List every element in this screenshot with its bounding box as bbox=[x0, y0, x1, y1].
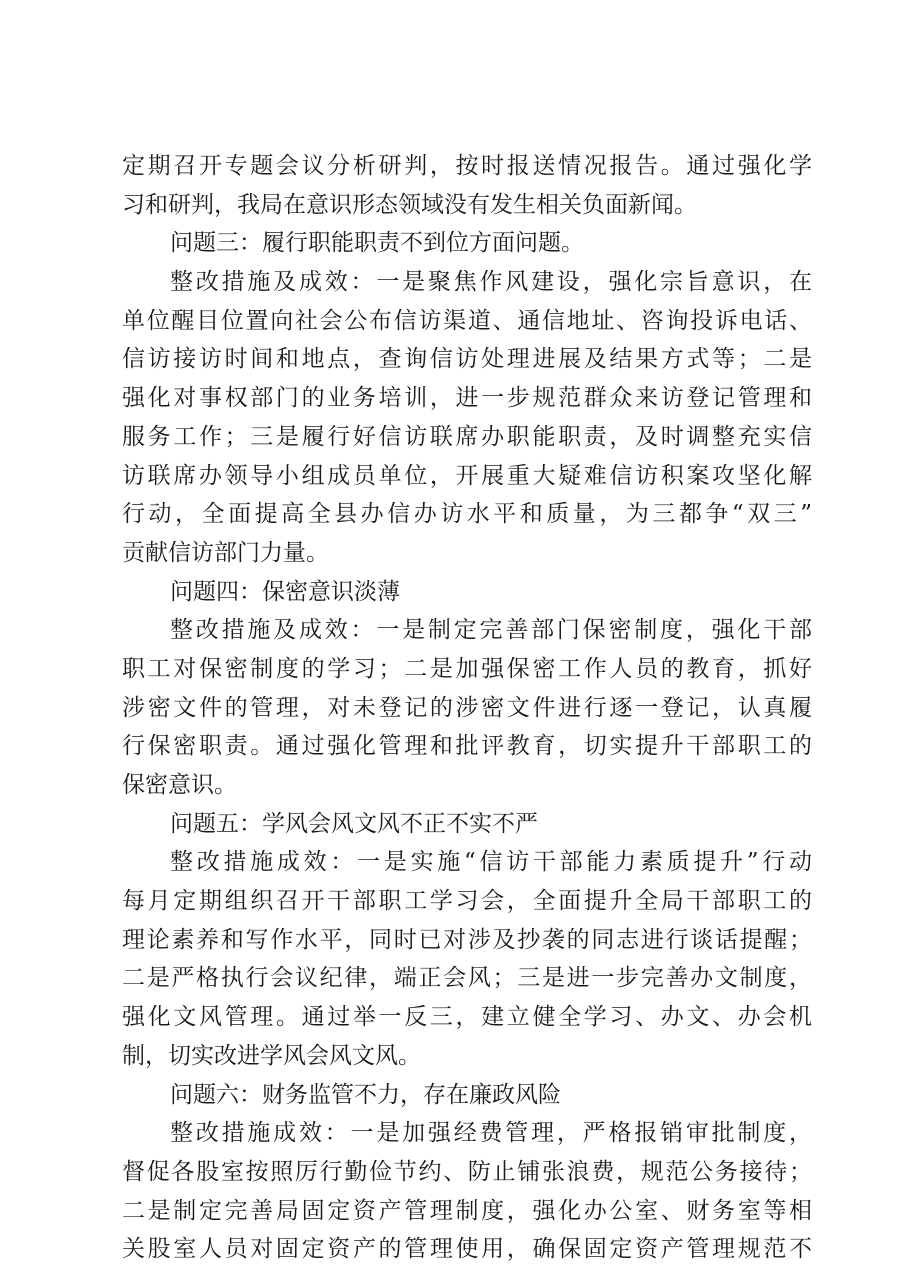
paragraph-first-line: 问题五：学风会风文风不正不实不严 bbox=[170, 810, 538, 837]
text-line: 保密意识。 bbox=[122, 772, 237, 798]
paragraph-first-line: 整改措施及成效：一是聚焦作风建设，强化宗旨意识，在 bbox=[170, 269, 812, 296]
text-line: 二是制定完善局固定资产管理制度，强化办公室、财务室等相 bbox=[122, 1197, 812, 1224]
text-line: 行动，全面提高全县办信办访水平和质量，为三都争“双三” bbox=[122, 501, 812, 528]
text-line: 定期召开专题会议分析研判，按时报送情况报告。通过强化学 bbox=[122, 153, 812, 179]
text-line: 贡献信访部门力量。 bbox=[122, 539, 329, 566]
text-line: 理论素养和写作水平，同时已对涉及抄袭的同志进行谈话提醒； bbox=[122, 926, 812, 953]
text-line: 访联席办领导小组成员单位，开展重大疑难信访积案攻坚化解 bbox=[122, 462, 812, 489]
paragraph-first-line: 问题四：保密意识淡薄 bbox=[170, 578, 400, 605]
text-line: 关股室人员对固定资产的管理使用，确保固定资产管理规范不 bbox=[122, 1236, 812, 1263]
text-line: 强化文风管理。通过举一反三，建立健全学习、办文、办会机 bbox=[122, 1004, 812, 1031]
text-line: 涉密文件的管理，对未登记的涉密文件进行逐一登记，认真履 bbox=[122, 694, 812, 721]
text-line: 行保密职责。通过强化管理和批评教育，切实提升干部职工的 bbox=[122, 733, 812, 760]
paragraph-first-line: 问题三：履行职能职责不到位方面问题。 bbox=[170, 230, 584, 257]
text-line: 制，切实改进学风会风文风。 bbox=[122, 1042, 421, 1069]
text-line: 职工对保密制度的学习；二是加强保密工作人员的教育，抓好 bbox=[122, 655, 812, 682]
paragraph-first-line: 整改措施成效：一是加强经费管理，严格报销审批制度， bbox=[170, 1120, 812, 1147]
text-line: 强化对事权部门的业务培训，进一步规范群众来访登记管理和 bbox=[122, 385, 812, 412]
paragraph-first-line: 整改措施及成效：一是制定完善部门保密制度，强化干部 bbox=[170, 617, 812, 644]
text-line: 二是严格执行会议纪律，端正会风；三是进一步完善办文制度， bbox=[122, 965, 812, 992]
paragraph-first-line: 问题六：财务监管不力，存在廉政风险 bbox=[170, 1081, 561, 1108]
text-line: 督促各股室按照厉行勤俭节约、防止铺张浪费，规范公务接待； bbox=[122, 1158, 812, 1185]
text-line: 习和研判，我局在意识形态领域没有发生相关负面新闻。 bbox=[122, 191, 697, 218]
document-body bbox=[122, 147, 812, 1269]
text-line: 信访接访时间和地点，查询信访处理进展及结果方式等；二是 bbox=[122, 346, 812, 373]
paragraph-first-line: 整改措施成效：一是实施“信访干部能力素质提升”行动 bbox=[170, 849, 812, 876]
text-line: 单位醒目位置向社会公布信访渠道、通信地址、咨询投诉电话、 bbox=[122, 307, 812, 334]
text-line: 服务工作；三是履行好信访联席办职能职责，及时调整充实信 bbox=[122, 423, 812, 450]
text-line: 每月定期组织召开干部职工学习会，全面提升全局干部职工的 bbox=[122, 888, 812, 915]
